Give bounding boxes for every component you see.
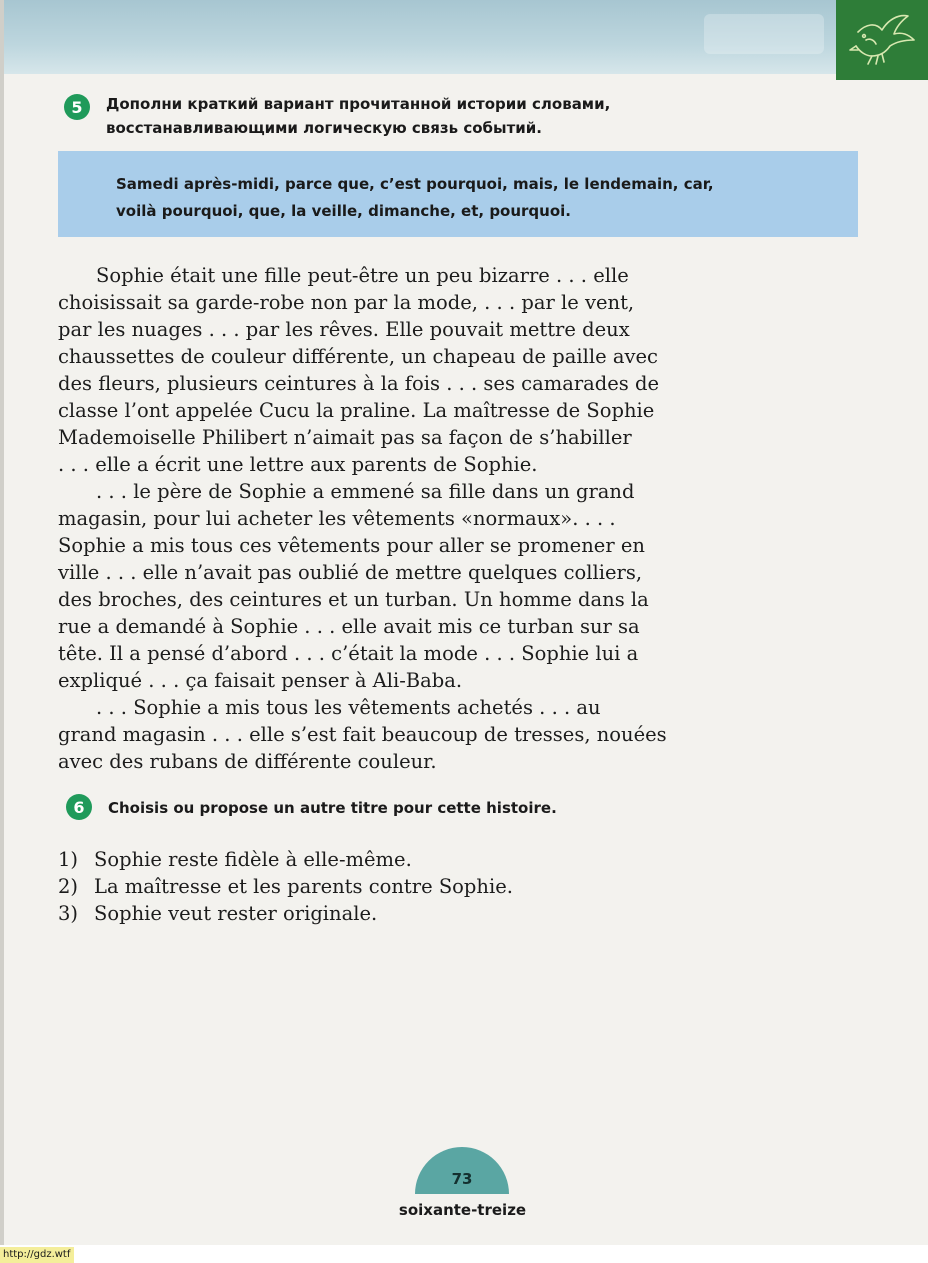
option-text: Sophie veut rester originale. bbox=[94, 902, 378, 925]
bird-icon bbox=[836, 0, 928, 80]
exercise-number-5: 5 bbox=[64, 94, 90, 120]
exercise-5-instruction-line-1: Дополни краткий вариант прочитанной истории словами, bbox=[106, 95, 611, 113]
title-options-list bbox=[58, 846, 758, 927]
exercise-6-header bbox=[66, 794, 826, 822]
exercise-number-6: 6 bbox=[66, 794, 92, 820]
exercise-6-instruction: Choisis ou propose un autre titre pour cette histoire. bbox=[108, 799, 557, 817]
story-line: des fleurs, plusieurs ceintures à la fois . . . ses camarades de bbox=[58, 372, 660, 395]
story-line: tête. Il a pensé d’abord . . . c’était la mode . . . Sophie lui a bbox=[58, 642, 639, 665]
story-text bbox=[58, 262, 848, 775]
option-number: 1) bbox=[58, 848, 79, 871]
story-line: chaussettes de couleur différente, un chapeau de paille avec bbox=[58, 345, 658, 368]
exercise-5-header bbox=[64, 92, 824, 140]
story-line: . . . le père de Sophie a emmené sa fille dans un grand bbox=[96, 480, 635, 503]
header-band bbox=[4, 0, 836, 74]
exercise-5-instruction-line-2: восстанавливающими логическую связь событий. bbox=[106, 119, 543, 137]
list-item bbox=[58, 900, 758, 927]
page-number: 73 bbox=[451, 1170, 473, 1188]
story-paragraph-3 bbox=[58, 694, 848, 775]
story-line: des broches, des ceintures et un turban. Un homme dans la bbox=[58, 588, 649, 611]
list-item bbox=[58, 873, 758, 900]
option-text: La maîtresse et les parents contre Sophie. bbox=[94, 875, 513, 898]
word-bank-line-1: Samedi après-midi, parce que, c’est pourquoi, mais, le lendemain, car, bbox=[116, 175, 714, 193]
story-line: Mademoiselle Philibert n’aimait pas sa façon de s’habiller bbox=[58, 426, 632, 449]
story-line: magasin, pour lui acheter les vêtements «normaux». . . . bbox=[58, 507, 616, 530]
story-line: par les nuages . . . par les rêves. Elle pouvait mettre deux bbox=[58, 318, 630, 341]
page-edge bbox=[0, 0, 4, 1245]
bottom-strip bbox=[0, 1245, 928, 1263]
story-paragraph-1 bbox=[58, 262, 848, 478]
corner-block bbox=[836, 0, 928, 80]
option-number: 3) bbox=[58, 902, 79, 925]
story-line: expliqué . . . ça faisait penser à Ali-Baba. bbox=[58, 669, 463, 692]
story-line: ville . . . elle n’avait pas oublié de mettre quelques colliers, bbox=[58, 561, 643, 584]
page-number-badge bbox=[415, 1147, 509, 1194]
story-line: classe l’ont appelée Cucu la praline. La maîtresse de Sophie bbox=[58, 399, 655, 422]
watermark-link[interactable]: http://gdz.wtf bbox=[0, 1247, 74, 1263]
list-item bbox=[58, 846, 758, 873]
word-bank bbox=[58, 151, 858, 237]
story-line: Sophie était une fille peut-être un peu bizarre . . . elle bbox=[96, 264, 629, 287]
option-number: 2) bbox=[58, 875, 79, 898]
story-line: avec des rubans de différente couleur. bbox=[58, 750, 437, 773]
word-bank-line-2: voilà pourquoi, que, la veille, dimanche, et, pourquoi. bbox=[116, 202, 571, 220]
page-number-words: soixante-treize bbox=[398, 1201, 527, 1219]
header-ghost-shape bbox=[704, 14, 824, 54]
story-line: . . . Sophie a mis tous les vêtements achetés . . . au bbox=[96, 696, 601, 719]
option-text: Sophie reste fidèle à elle-même. bbox=[94, 848, 412, 871]
story-line: . . . elle a écrit une lettre aux parents de Sophie. bbox=[58, 453, 538, 476]
story-line: choisissait sa garde-robe non par la mode, . . . par le vent, bbox=[58, 291, 635, 314]
story-line: Sophie a mis tous ces vêtements pour aller se promener en bbox=[58, 534, 645, 557]
story-paragraph-2 bbox=[58, 478, 848, 694]
story-line: rue a demandé à Sophie . . . elle avait mis ce turban sur sa bbox=[58, 615, 640, 638]
exercise-5-instruction bbox=[106, 92, 610, 140]
story-line: grand magasin . . . elle s’est fait beaucoup de tresses, nouées bbox=[58, 723, 667, 746]
